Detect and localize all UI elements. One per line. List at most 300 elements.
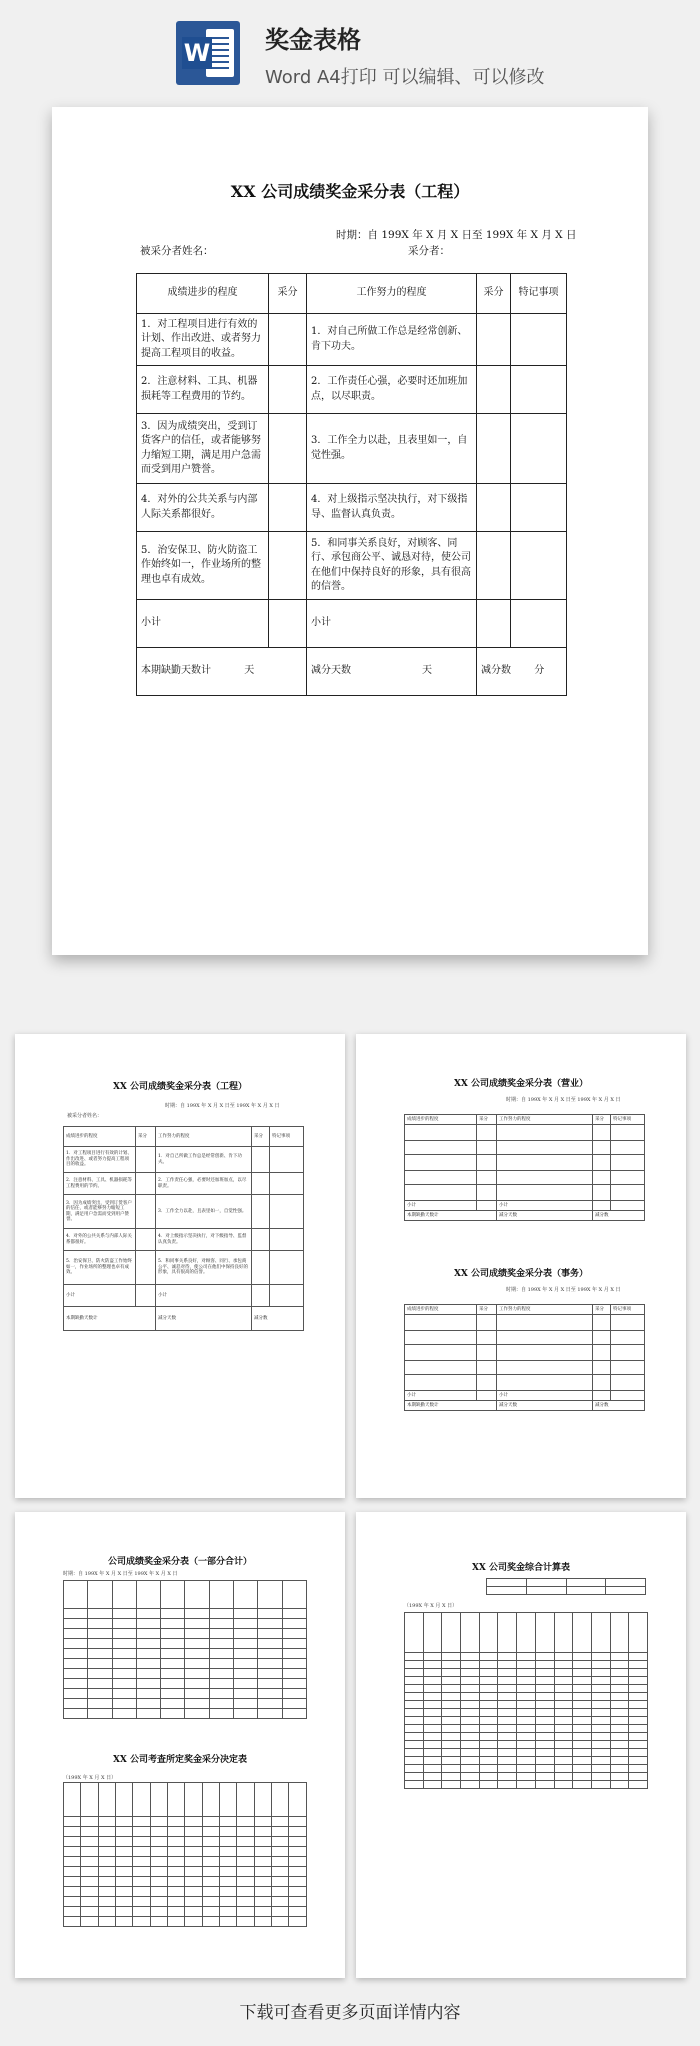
table-cell [136,1699,160,1709]
table-cell [136,1659,160,1669]
table-cell [88,1649,112,1659]
table-cell [254,1783,271,1817]
table-cell [423,1717,442,1725]
table-cell [289,1847,307,1857]
table-row [137,414,567,484]
table-cell [237,1867,254,1877]
table-cell [254,1907,271,1917]
table-cell [610,1653,629,1661]
table-cell [168,1857,185,1867]
deduct-points-label: 减分数 [481,665,511,677]
table-cell [88,1619,112,1629]
table-cell [591,1709,610,1717]
table-cell [479,1653,498,1661]
table-cell [423,1757,442,1765]
table-cell [220,1817,237,1827]
table-cell [112,1689,136,1699]
table-cell [554,1669,573,1677]
table-cell [535,1653,554,1661]
page-thumbnail-3[interactable] [15,1512,345,1978]
table-cell [461,1685,480,1693]
table-cell [442,1685,461,1693]
table-cell [461,1749,480,1757]
table-cell [254,1867,271,1877]
effort-cell: 4．对上级指示坚决执行，对下级指导、监督认真负责。 [307,484,477,532]
table-cell [573,1773,592,1781]
table-cell [479,1757,498,1765]
table-cell [185,1897,202,1907]
table-cell [150,1857,167,1867]
table-cell [209,1629,233,1639]
bonus-score-table [136,273,567,696]
table-cell [136,1679,160,1689]
table-cell [591,1685,610,1693]
table-row [137,532,567,600]
table-cell [629,1741,648,1749]
table-cell [629,1717,648,1725]
table-cell [535,1741,554,1749]
table-cell [610,1765,629,1773]
table-cell [461,1725,480,1733]
page-thumbnail-4[interactable] [356,1512,686,1978]
table-cell [234,1659,258,1669]
table-row [64,1867,307,1877]
table-cell [610,1733,629,1741]
table-cell [234,1669,258,1679]
table-cell [554,1701,573,1709]
table-cell [258,1639,282,1649]
table-cell [150,1847,167,1857]
table-cell [133,1877,150,1887]
table-cell [161,1619,185,1629]
table-cell [442,1749,461,1757]
table-cell [254,1817,271,1827]
table-cell [234,1639,258,1649]
table-cell [112,1699,136,1709]
table-cell [282,1629,306,1639]
table-cell [479,1749,498,1757]
table-cell [161,1581,185,1609]
table-cell [535,1749,554,1757]
table-row [405,1765,648,1773]
table-cell [168,1827,185,1837]
table-cell [282,1709,306,1719]
table-cell [591,1701,610,1709]
table-cell [116,1897,133,1907]
table-cell [535,1757,554,1765]
table-cell [629,1685,648,1693]
table-cell [161,1649,185,1659]
table-cell [185,1857,202,1867]
table-cell [237,1907,254,1917]
table-cell [498,1749,517,1757]
table-cell [405,1669,424,1677]
table-cell [461,1781,480,1789]
table-cell [442,1757,461,1765]
table-cell [150,1783,167,1817]
table-cell [535,1709,554,1717]
table-cell [234,1689,258,1699]
table-cell [423,1685,442,1693]
table-cell [133,1867,150,1877]
table-cell [479,1693,498,1701]
table-cell [254,1857,271,1867]
table-cell [133,1897,150,1907]
table-cell [479,1669,498,1677]
table-cell [258,1629,282,1639]
table-cell [185,1867,202,1877]
table-cell [535,1661,554,1669]
table-cell [629,1669,648,1677]
table-cell [517,1661,536,1669]
table-cell [405,1685,424,1693]
table-cell [64,1887,81,1897]
table-cell [573,1685,592,1693]
table-cell [81,1857,98,1867]
table-cell [98,1837,115,1847]
table-cell [98,1857,115,1867]
table-cell [258,1669,282,1679]
table-cell [133,1857,150,1867]
table-cell [258,1689,282,1699]
table-cell [258,1679,282,1689]
table-cell [220,1917,237,1927]
table-cell [136,1629,160,1639]
table-row [64,1907,307,1917]
table-cell [517,1773,536,1781]
score-cell [477,414,511,484]
table-cell [150,1887,167,1897]
table-cell [185,1847,202,1857]
table-cell [237,1917,254,1927]
table-cell [461,1741,480,1749]
table-cell [185,1877,202,1887]
table-cell [220,1847,237,1857]
table-cell [479,1781,498,1789]
table-cell [591,1661,610,1669]
table-cell [64,1581,88,1609]
table-cell [289,1783,307,1817]
table-cell [554,1757,573,1765]
table-cell [573,1693,592,1701]
effort-cell: 1．对自己所做工作总是经常创新、肯下功夫。 [307,314,477,366]
table-cell [442,1677,461,1685]
table-row [64,1897,307,1907]
table-cell [423,1773,442,1781]
score-cell [477,600,511,648]
table-cell [133,1817,150,1827]
table-cell [88,1709,112,1719]
table-cell [234,1609,258,1619]
table-cell [442,1717,461,1725]
thumb-grid-table [404,1612,648,1789]
table-cell [479,1725,498,1733]
table-cell [185,1699,209,1709]
table-cell [423,1701,442,1709]
table-cell [517,1701,536,1709]
table-cell [220,1897,237,1907]
table-cell [498,1725,517,1733]
table-cell [237,1887,254,1897]
table-row [64,1609,307,1619]
table-cell [133,1887,150,1897]
table-cell [209,1709,233,1719]
table-cell [405,1653,424,1661]
attendance-label: 本期缺勤天数计 [141,665,211,677]
table-cell [289,1887,307,1897]
table-cell [423,1749,442,1757]
thumb-name-label: 被采分者姓名： [67,1113,103,1119]
table-cell [461,1613,480,1653]
score-cell [269,600,307,648]
table-cell [282,1689,306,1699]
table-cell [573,1677,592,1685]
table-cell [498,1757,517,1765]
page-thumbnail-2[interactable] [356,1034,686,1498]
score-cell [477,532,511,600]
table-cell [591,1613,610,1653]
table-cell [479,1677,498,1685]
page-thumbnail-1[interactable] [15,1034,345,1498]
table-cell [498,1773,517,1781]
footer-hint: 下载可查看更多页面详情内容 [239,2003,461,2023]
thumb-title: XX 公司奖金综合计算表 [471,1563,571,1573]
table-cell [591,1773,610,1781]
table-cell [185,1669,209,1679]
table-cell [289,1867,307,1877]
table-cell [185,1917,202,1927]
table-cell [64,1857,81,1867]
table-cell [461,1693,480,1701]
table-cell [98,1907,115,1917]
table-cell [234,1629,258,1639]
table-cell [81,1917,98,1927]
table-cell [442,1741,461,1749]
table-cell [591,1749,610,1757]
table-cell [112,1629,136,1639]
table-cell [237,1837,254,1847]
header-progress: 成绩进步的程度 [137,274,269,314]
table-cell [185,1609,209,1619]
table-cell [591,1677,610,1685]
table-cell [220,1907,237,1917]
table-cell [282,1639,306,1649]
progress-cell: 2．注意材料、工具、机器损耗等工程费用的节约。 [137,366,269,414]
table-cell [479,1661,498,1669]
table-cell [554,1741,573,1749]
table-cell [282,1669,306,1679]
table-row [64,1669,307,1679]
notes-cell [511,314,567,366]
attendance-cell [137,648,307,696]
table-cell [112,1639,136,1649]
table-cell [461,1773,480,1781]
score-cell [269,484,307,532]
table-cell [629,1733,648,1741]
table-cell [220,1827,237,1837]
table-cell [405,1613,424,1653]
table-cell [591,1725,610,1733]
table-cell [234,1581,258,1609]
table-cell [64,1709,88,1719]
notes-cell [511,366,567,414]
table-cell [442,1701,461,1709]
notes-cell [511,600,567,648]
score-cell [269,314,307,366]
table-row [405,1653,648,1661]
thumb-meta: （199X 年 X 月 X 日） [63,1775,117,1781]
table-cell [517,1765,536,1773]
word-document-icon [176,21,240,85]
table-cell [535,1685,554,1693]
table-cell [64,1907,81,1917]
table-cell [161,1689,185,1699]
table-cell [535,1773,554,1781]
table-cell [209,1699,233,1709]
table-cell [98,1817,115,1827]
table-row [64,1581,307,1609]
table-cell [112,1659,136,1669]
table-cell [81,1897,98,1907]
table-row [64,1619,307,1629]
table-cell [498,1653,517,1661]
table-cell [272,1827,289,1837]
table-cell [258,1649,282,1659]
table-cell [64,1609,88,1619]
table-row [405,1749,648,1757]
table-cell [220,1867,237,1877]
table-cell [254,1837,271,1847]
table-row [405,1661,648,1669]
table-cell [517,1781,536,1789]
table-cell [442,1669,461,1677]
table-cell [237,1817,254,1827]
table-cell [168,1877,185,1887]
table-cell [136,1709,160,1719]
table-cell [185,1679,209,1689]
table-cell [64,1689,88,1699]
progress-cell: 1．对工程项目进行有效的计划、作出改进、或者努力提高工程项目的收益。 [137,314,269,366]
table-row [405,1781,648,1789]
table-cell [517,1741,536,1749]
table-cell [202,1917,219,1927]
table-cell [554,1613,573,1653]
thumb-meta: 时期：自 199X 年 X 月 X 日至 199X 年 X 月 X 日 [63,1571,178,1577]
table-cell [64,1649,88,1659]
table-row [405,1725,648,1733]
table-cell [88,1629,112,1639]
thumb-title: XX 公司成绩奖金采分表（营业） [453,1079,589,1089]
table-cell [202,1887,219,1897]
notes-cell [511,532,567,600]
table-cell [112,1669,136,1679]
table-row [137,484,567,532]
table-cell [254,1887,271,1897]
table-cell [272,1897,289,1907]
table-cell [405,1733,424,1741]
table-cell [554,1709,573,1717]
progress-cell: 4．对外的公共关系与内部人际关系都很好。 [137,484,269,532]
table-cell [282,1619,306,1629]
table-cell [161,1659,185,1669]
table-cell [517,1685,536,1693]
thumb-table: 成绩进步的程度 采分 工作努力的程度 采分 特记事项 小计 小计 本期缺勤天数计 减分天数 减分数 [404,1114,645,1221]
table-cell [81,1817,98,1827]
table-cell [573,1757,592,1765]
table-cell [237,1783,254,1817]
table-cell [258,1619,282,1629]
thumb-grid-table-2 [63,1782,307,1927]
table-cell [150,1877,167,1887]
table-cell [629,1725,648,1733]
table-row [64,1877,307,1887]
table-cell [133,1847,150,1857]
table-cell [185,1689,209,1699]
table-cell [168,1817,185,1827]
score-cell [477,484,511,532]
table-cell [185,1837,202,1847]
table-cell [405,1749,424,1757]
table-row [64,1689,307,1699]
table-cell [517,1693,536,1701]
table-cell [517,1749,536,1757]
score-cell [269,532,307,600]
table-cell [442,1709,461,1717]
table-cell [573,1701,592,1709]
header-notes: 特记事项 [511,274,567,314]
table-cell [423,1693,442,1701]
table-cell [64,1827,81,1837]
table-row [64,1679,307,1689]
table-cell [64,1783,81,1817]
table-cell [272,1817,289,1827]
table-cell [272,1783,289,1817]
table-cell [498,1693,517,1701]
thumb-table-2: 成绩进步的程度 采分 工作努力的程度 采分 特记事项 小计 小计 本期缺勤天数计 减分天数 减分数 [404,1304,645,1411]
table-cell [98,1877,115,1887]
table-cell [289,1817,307,1827]
table-cell [112,1679,136,1689]
table-cell [610,1781,629,1789]
table-cell [610,1749,629,1757]
table-cell [185,1709,209,1719]
table-cell [405,1781,424,1789]
table-cell [209,1609,233,1619]
table-cell [168,1887,185,1897]
table-cell [64,1659,88,1669]
table-cell [116,1817,133,1827]
table-cell [610,1685,629,1693]
table-cell [185,1907,202,1917]
thumb-grid-table [63,1580,307,1719]
table-cell [573,1669,592,1677]
table-cell [237,1827,254,1837]
table-cell [234,1619,258,1629]
table-cell [185,1581,209,1609]
table-cell [535,1613,554,1653]
table-cell [554,1693,573,1701]
table-cell [479,1709,498,1717]
table-cell [185,1649,209,1659]
table-cell [136,1689,160,1699]
table-row [64,1887,307,1897]
table-cell [136,1609,160,1619]
table-cell [610,1709,629,1717]
table-cell [64,1629,88,1639]
table-cell [498,1733,517,1741]
table-cell [88,1609,112,1619]
table-cell [423,1661,442,1669]
